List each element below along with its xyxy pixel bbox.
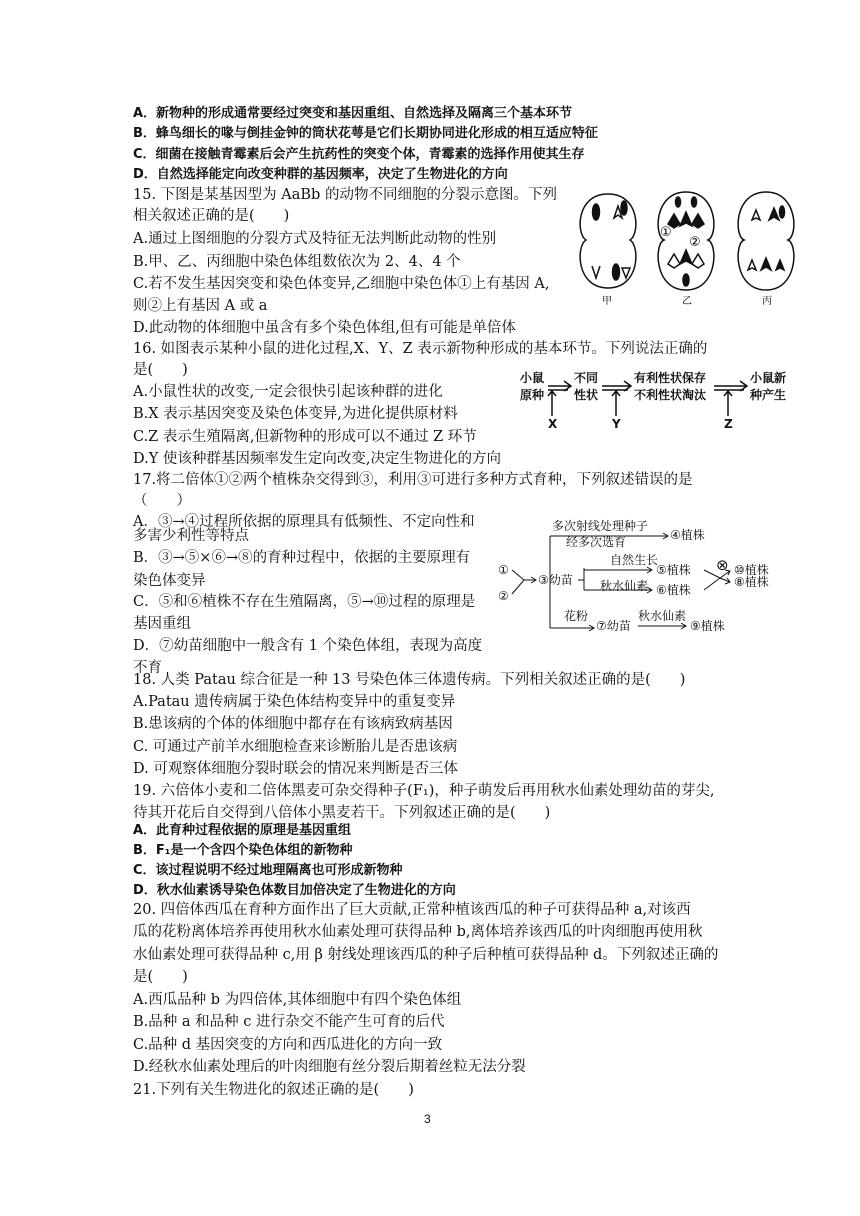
q15-option-c-line1: C.若不发生基因突变和染色体变异,乙细胞中染色体①上有基因 A, — [133, 276, 550, 292]
cell-bing — [738, 192, 794, 290]
label-bing: 丙 — [762, 296, 772, 307]
q17-option-a-line1: A．③→④过程所依据的原理具有低频性、不定向性和 — [133, 514, 475, 530]
q14-option-b: B．蜂鸟细长的喙与倒挂金钟的筒状花萼是它们长期协同进化形成的相互适应特征 — [133, 126, 598, 141]
label-yi: 乙 — [682, 296, 692, 307]
q15-option-d: D.此动物的体细胞中虽含有多个染色体组,但有可能是单倍体 — [133, 320, 516, 336]
q14-option-c: C．细菌在接触青霉素后会产生抗药性的突变个体，青霉素的选择作用使其生存 — [133, 147, 585, 162]
label-selection: 经多次选育 — [566, 535, 627, 549]
flow-label-x: X — [548, 417, 558, 431]
flow-box2-line2: 性状 — [574, 388, 599, 402]
node-10-plant: ⑩植株 — [734, 563, 769, 577]
q16-option-c: C.Z 表示生殖隔离,但新物种的形成可以不通过 Z 环节 — [133, 429, 477, 445]
q17-stem-line1: 17.将二倍体①②两个植株杂交得到③，利用③可进行多种方式育种，下列叙述错误的是 — [133, 472, 693, 488]
cell-yi — [658, 192, 714, 290]
q17-option-c-line1: C．⑤和⑥植株不存在生殖隔离，⑤→⑩过程的原理是 — [133, 594, 476, 610]
q17-option-a-line2: 多害少利性等特点 — [133, 528, 249, 544]
flow-label-z: Z — [724, 417, 733, 431]
label-colchicine-2: 秋水仙素 — [638, 609, 687, 623]
q19-option-b: B．F₁是一个含四个染色体组的新物种 — [133, 843, 353, 858]
q16-option-a: A.小鼠性状的改变,一定会很快引起该种群的进化 — [133, 384, 443, 400]
q16-option-b: B.X 表示基因突变及染色体变异,为进化提供原材料 — [133, 406, 458, 422]
q15-option-a: A.通过上图细胞的分裂方式及特征无法判断此动物的性别 — [133, 231, 497, 247]
label-natural-growth: 自然生长 — [610, 553, 659, 567]
flow-box4-line2: 种产生 — [750, 388, 787, 402]
q20-stem-line2: 瓜的花粉离体培养再使用秋水仙素处理可获得品种 b,离体培养该西瓜的叶肉细胞再使用秋 — [133, 924, 703, 940]
q20-option-c: C.品种 d 基因突变的方向和西瓜进化的方向一致 — [133, 1037, 443, 1053]
q17-option-c-line2: 基因重组 — [133, 616, 191, 632]
q16-stem-line1: 16. 如图表示某种小鼠的进化过程,X、Y、Z 表示新物种形成的基本环节。下列说法正确的 — [133, 341, 708, 357]
q19-option-a: A．此育种过程依据的原理是基因重组 — [133, 823, 352, 838]
selfing-symbol: ⊗ — [716, 556, 729, 574]
q18-stem: 18. 人类 Patau 综合征是一种 13 号染色体三体遗传病。下列相关叙述正确的是( ) — [133, 672, 686, 688]
chromosome-mark-1: ① — [660, 225, 672, 240]
q18-option-c: C. 可通过产前羊水细胞检查来诊断胎儿是否患该病 — [133, 739, 458, 755]
node-7-seedling: ⑦幼苗 — [596, 619, 631, 633]
cell-jia — [580, 194, 636, 288]
label-pollen: 花粉 — [564, 609, 589, 623]
q19-option-c: C．该过程说明不经过地理隔离也可形成新物种 — [133, 863, 403, 878]
q19-option-d: D．秋水仙素诱导染色体数目加倍决定了生物进化的方向 — [133, 883, 456, 898]
q14-option-a: A．新物种的形成通常要经过突变和基因重组、自然选择及隔离三个基本环节 — [133, 106, 573, 121]
q14-option-d: D．自然选择能定向改变种群的基因频率，决定了生物进化的方向 — [133, 167, 508, 182]
flow-box3-line2: 不利性状淘汰 — [634, 388, 707, 402]
q15-stem-line1: 15. 下图是某基因型为 AaBb 的动物不同细胞的分裂示意图。下列 — [133, 187, 557, 203]
label-jia: 甲 — [602, 296, 612, 307]
q19-stem-line1: 19. 六倍体小麦和二倍体黑麦可杂交得种子(F₁)，种子萌发后再用秋水仙素处理幼苗的芽尖, — [133, 783, 715, 799]
q16-stem-line2: 是( ) — [133, 362, 188, 378]
flow-box3-line1: 有利性状保存 — [634, 371, 707, 385]
node-3-seedling: ③幼苗 — [538, 573, 573, 587]
q15-option-b: B.甲、乙、丙细胞中染色体组数依次为 2、4、4 个 — [133, 254, 461, 270]
q18-option-b: B.患该病的个体的体细胞中都存在有该病致病基因 — [133, 716, 453, 732]
q17-stem-line2: （ ） — [133, 493, 191, 509]
flow-box1-line1: 小鼠 — [520, 371, 545, 385]
q20-stem-line1: 20. 四倍体西瓜在育种方面作出了巨大贡献,正常种植该西瓜的种子可获得品种 a,对该西 — [133, 902, 691, 918]
q18-option-a: A.Patau 遗传病属于染色体结构变异中的重复变异 — [133, 694, 456, 710]
q17-option-d-line1: D．⑦幼苗细胞中一般含有 1 个染色体组，表现为高度 — [133, 638, 483, 654]
q15-stem-line2: 相关叙述正确的是( ) — [133, 208, 290, 224]
q17-option-d-line2: 不育 — [133, 660, 162, 676]
node-5-plant: ⑤植株 — [656, 563, 691, 577]
q20-stem-line4: 是( ) — [133, 969, 188, 985]
flow-label-y: Y — [612, 417, 621, 431]
label-colchicine: 秋水仙素 — [600, 579, 649, 593]
breeding-diagram — [494, 516, 794, 640]
node-6-plant: ⑥植株 — [656, 583, 691, 597]
q19-stem-line2: 待其开花后自交得到八倍体小黑麦若干。下列叙述正确的是( ) — [133, 805, 551, 821]
node-1: ① — [498, 563, 509, 577]
page-number: 3 — [424, 1112, 431, 1126]
q20-option-b: B.品种 a 和品种 c 进行杂交不能产生可育的后代 — [133, 1014, 445, 1030]
flow-box2-line1: 不同 — [574, 371, 599, 385]
label-radiation: 多次射线处理种子 — [552, 519, 649, 533]
q18-option-d: D. 可观察体细胞分裂时联会的情况来判断是否三体 — [133, 761, 458, 777]
node-9-plant: ⑨植株 — [690, 619, 725, 633]
flow-box4-line1: 小鼠新 — [750, 371, 787, 385]
q20-option-a: A.西瓜品种 b 为四倍体,其体细胞中有四个染色体组 — [133, 992, 462, 1008]
q17-option-b-line2: 染色体变异 — [133, 573, 206, 589]
evolution-flow-figure — [512, 368, 812, 434]
q16-option-d: D.Y 使该种群基因频率发生定向改变,决定生物进化的方向 — [133, 451, 502, 467]
node-8-plant: ⑧植株 — [734, 575, 769, 589]
node-4-plant: ④植株 — [670, 528, 705, 542]
chromosome-mark-2: ② — [689, 235, 701, 250]
q20-option-d: D.经秋水仙素处理后的叶肉细胞有丝分裂后期着丝粒无法分裂 — [133, 1059, 526, 1075]
cell-division-figure — [570, 188, 800, 314]
q21-stem: 21.下列有关生物进化的叙述正确的是( ) — [133, 1082, 414, 1098]
q17-option-b-line1: B．③→⑤×⑥→⑧的育种过程中，依据的主要原理有 — [133, 550, 471, 566]
flow-box1-line2: 原种 — [520, 388, 545, 402]
q20-stem-line3: 水仙素处理可获得品种 c,用 β 射线处理该西瓜的种子后种植可获得品种 d。下列叙述正确的 — [133, 947, 719, 963]
q15-option-c-line2: 则②上有基因 A 或 a — [133, 298, 268, 314]
node-2: ② — [498, 589, 509, 603]
